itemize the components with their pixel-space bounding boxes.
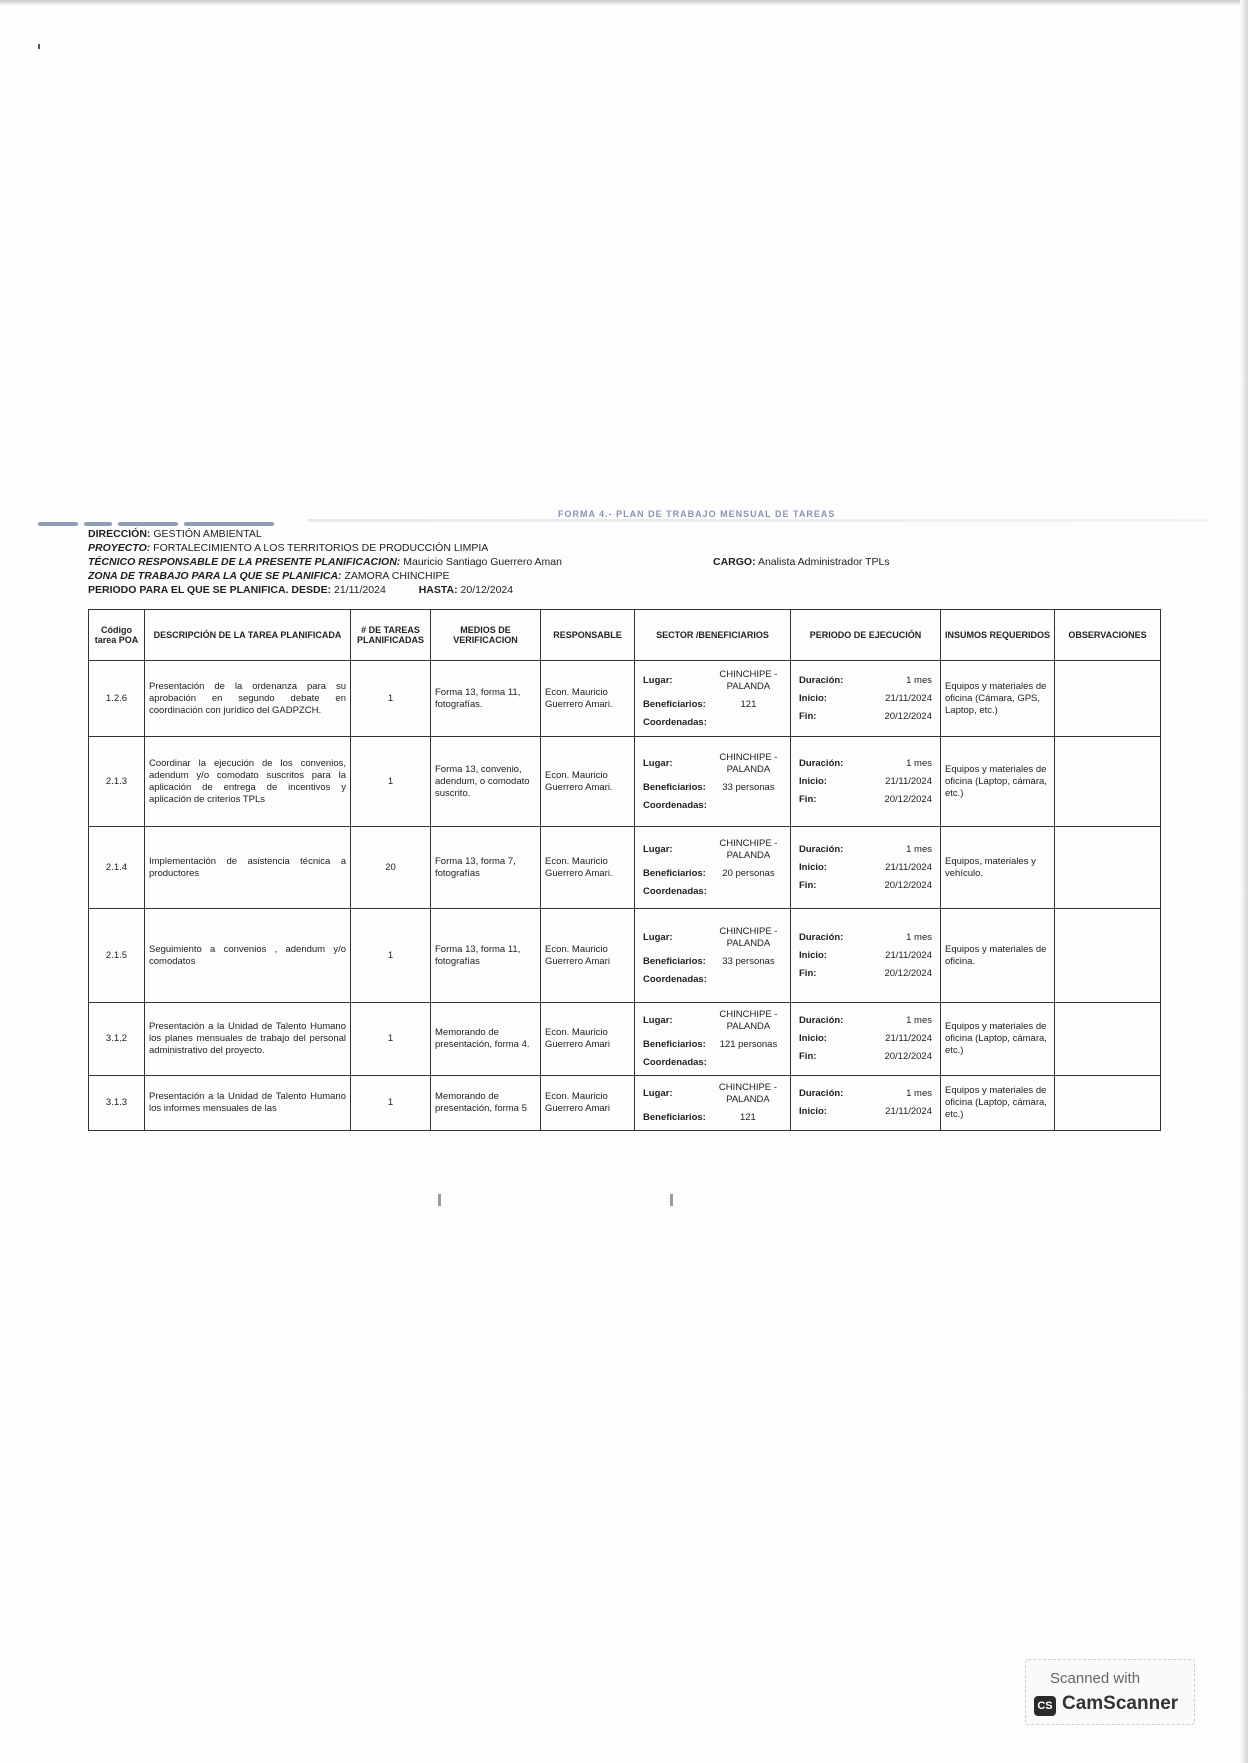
cell-observaciones	[1055, 737, 1161, 827]
duracion-label: Duración:	[799, 843, 844, 855]
camscanner-watermark	[1025, 1659, 1195, 1725]
cell-desc: Presentación de la ordenanza para su aprobación en segundo debate en coordinación con jurídico del GADPZCH.	[145, 661, 351, 737]
cell-observaciones	[1055, 1003, 1161, 1076]
col-medios: MEDIOS DE VERIFICACION	[431, 610, 541, 661]
coordenadas-value	[711, 971, 786, 989]
lugar-value: CHINCHIPE - PALANDA	[718, 1082, 777, 1105]
table-row	[89, 827, 1161, 909]
inicio-label: Inicio:	[799, 692, 827, 704]
cell-sector	[635, 1076, 791, 1131]
duracion-value: 1 mes	[906, 1015, 932, 1026]
fin-value: 20/12/2024	[884, 1051, 932, 1062]
duracion-value: 1 mes	[906, 931, 932, 943]
cell-code: 3.1.3	[89, 1076, 145, 1131]
beneficiarios-label: Beneficiarios:	[643, 781, 706, 793]
coordenadas-label: Coordenadas:	[643, 799, 707, 811]
inicio-value: 21/11/2024	[885, 1106, 932, 1117]
cell-code: 2.1.5	[89, 909, 145, 1003]
cell-desc: Coordinar la ejecución de los convenios, adendum y/o comodato suscritos para la aplicación de entrega de incentivos y aplicación de criterios TPLs	[145, 737, 351, 827]
form-title: FORMA 4.- PLAN DE TRABAJO MENSUAL DE TAREAS	[558, 509, 836, 519]
cell-code: 2.1.3	[89, 737, 145, 827]
hasta-value: 20/12/2024	[460, 584, 514, 596]
camscanner-logo-icon: CS	[1034, 1696, 1056, 1716]
cell-num: 20	[351, 827, 431, 909]
footer-separator	[438, 1194, 441, 1206]
faded-footer	[100, 1196, 960, 1206]
inicio-value: 21/11/2024	[885, 949, 932, 961]
lugar-value: CHINCHIPE - PALANDA	[719, 668, 778, 692]
cell-desc: Implementación de asistencia técnica a productores	[145, 827, 351, 909]
fin-value: 20/12/2024	[884, 967, 932, 979]
cell-num: 1	[351, 737, 431, 827]
beneficiarios-value: 33 personas	[722, 955, 775, 967]
cell-medios: Memorando de presentación, forma 4.	[431, 1003, 541, 1076]
table-row	[89, 1003, 1161, 1076]
lugar-value: CHINCHIPE - PALANDA	[719, 925, 778, 949]
inicio-label: Inicio:	[799, 861, 827, 873]
cell-sector	[635, 1003, 791, 1076]
inicio-value: 21/11/2024	[885, 775, 932, 787]
watermark-brand: CamScanner	[1062, 1693, 1179, 1714]
inicio-value: 21/11/2024	[885, 692, 932, 704]
direccion-line	[88, 527, 1160, 541]
cargo-block	[713, 555, 890, 569]
cell-num: 1	[351, 1003, 431, 1076]
cell-num: 1	[351, 661, 431, 737]
zona-label: ZONA DE TRABAJO PARA LA QUE SE PLANIFICA:	[88, 570, 342, 582]
proyecto-label: PROYECTO:	[88, 542, 151, 554]
beneficiarios-value: 121	[740, 698, 757, 710]
col-observaciones: OBSERVACIONES	[1055, 610, 1161, 661]
cell-resp: Econ. Mauricio Guerrero Amari.	[541, 737, 635, 827]
fin-value: 20/12/2024	[884, 793, 932, 805]
cell-periodo	[791, 909, 941, 1003]
fin-label: Fin:	[799, 793, 817, 805]
tecnico-line	[88, 555, 1160, 569]
proyecto-line	[88, 541, 1160, 555]
institution-logo-icon	[38, 513, 338, 523]
cell-sector	[635, 909, 791, 1003]
cell-observaciones	[1055, 661, 1161, 737]
cell-medios: Forma 13, forma 11, fotografías.	[431, 661, 541, 737]
lugar-label: Lugar:	[643, 674, 673, 686]
banner-divider	[308, 519, 1208, 522]
scan-edge-top	[0, 0, 1248, 6]
col-responsable: RESPONSABLE	[541, 610, 635, 661]
cell-periodo	[791, 1003, 941, 1076]
cell-periodo	[791, 827, 941, 909]
col-codigo: Código tarea POA	[89, 610, 145, 661]
table-row	[89, 737, 1161, 827]
coordenadas-label: Coordenadas:	[643, 1057, 707, 1068]
lugar-label: Lugar:	[643, 1088, 673, 1099]
inicio-label: Inicio:	[799, 775, 827, 787]
cell-periodo	[791, 661, 941, 737]
periodo-label: PERIODO PARA EL QUE SE PLANIFICA. DESDE:	[88, 584, 332, 596]
cell-num: 1	[351, 909, 431, 1003]
cell-observaciones	[1055, 1076, 1161, 1131]
lugar-value: CHINCHIPE - PALANDA	[719, 837, 778, 861]
zona-line	[88, 569, 1160, 583]
tecnico-value: Mauricio Santiago Guerrero Aman	[403, 556, 562, 568]
cell-insumos: Equipos y materiales de oficina (Cámara, GPS, Laptop, etc.)	[941, 661, 1055, 737]
lugar-value: CHINCHIPE - PALANDA	[719, 751, 778, 775]
col-descripcion: DESCRIPCIÓN DE LA TAREA PLANIFICADA	[145, 610, 351, 661]
scan-speck	[38, 44, 40, 49]
duracion-label: Duración:	[799, 931, 844, 943]
beneficiarios-label: Beneficiarios:	[643, 1112, 706, 1123]
cell-desc: Presentación a la Unidad de Talento Humano los informes mensuales de las	[145, 1076, 351, 1131]
beneficiarios-value: 121 personas	[719, 1039, 778, 1050]
duracion-value: 1 mes	[906, 757, 932, 769]
cell-desc: Presentación a la Unidad de Talento Humano los planes mensuales de trabajo del personal administrativo del proyecto.	[145, 1003, 351, 1076]
beneficiarios-label: Beneficiarios:	[643, 867, 706, 879]
col-insumos: INSUMOS REQUERIDOS	[941, 610, 1055, 661]
cell-sector	[635, 737, 791, 827]
footer-separator	[670, 1194, 673, 1206]
proyecto-value: FORTALECIMIENTO A LOS TERRITORIOS DE PRODUCCIÓN LIMPIA	[153, 542, 489, 554]
duracion-value: 1 mes	[906, 674, 932, 686]
cell-medios: Forma 13, forma 11, fotografías	[431, 909, 541, 1003]
cell-observaciones	[1055, 827, 1161, 909]
cell-num: 1	[351, 1076, 431, 1131]
cell-insumos: Equipos y materiales de oficina.	[941, 909, 1055, 1003]
scan-edge-right	[1240, 0, 1248, 1763]
beneficiarios-label: Beneficiarios:	[643, 955, 706, 967]
table-header-row	[89, 610, 1161, 661]
cell-resp: Econ. Mauricio Guerrero Amari	[541, 1076, 635, 1131]
direccion-value: GESTIÓN AMBIENTAL	[153, 528, 262, 540]
cell-resp: Econ. Mauricio Guerrero Amari.	[541, 661, 635, 737]
desde-value: 21/11/2024	[334, 584, 386, 596]
plan-table	[88, 609, 1161, 1131]
cell-code: 1.2.6	[89, 661, 145, 737]
cell-periodo	[791, 1076, 941, 1131]
fin-label: Fin:	[799, 967, 817, 979]
lugar-value: CHINCHIPE - PALANDA	[719, 1009, 778, 1032]
duracion-label: Duración:	[799, 757, 844, 769]
cell-code: 2.1.4	[89, 827, 145, 909]
coordenadas-label: Coordenadas:	[643, 973, 707, 985]
duracion-label: Duración:	[799, 1015, 844, 1026]
fin-label: Fin:	[799, 1051, 817, 1062]
cell-desc: Seguimiento a convenios , adendum y/o comodatos	[145, 909, 351, 1003]
cell-medios: Forma 13, convenio, adendum, o comodato suscrito.	[431, 737, 541, 827]
document-header	[88, 527, 1160, 597]
coordenadas-value	[711, 883, 786, 901]
cell-medios: Forma 13, forma 7, fotografías	[431, 827, 541, 909]
lugar-label: Lugar:	[643, 1015, 673, 1026]
zona-value: ZAMORA CHINCHIPE	[344, 570, 450, 582]
cell-code: 3.1.2	[89, 1003, 145, 1076]
coordenadas-label: Coordenadas:	[643, 885, 707, 897]
tecnico-label: TÉCNICO RESPONSABLE DE LA PRESENTE PLANIFICACION:	[88, 556, 401, 568]
cell-medios: Memorando de presentación, forma 5	[431, 1076, 541, 1131]
inicio-label: Inicio:	[799, 1033, 827, 1044]
lugar-label: Lugar:	[643, 757, 673, 769]
beneficiarios-label: Beneficiarios:	[643, 698, 706, 710]
cell-resp: Econ. Mauricio Guerrero Amari.	[541, 827, 635, 909]
periodo-line	[88, 583, 1160, 597]
col-periodo: PERIODO DE EJECUCIÓN	[791, 610, 941, 661]
table-row	[89, 909, 1161, 1003]
duracion-value: 1 mes	[906, 843, 932, 855]
beneficiarios-value: 20 personas	[722, 867, 775, 879]
cell-insumos: Equipos y materiales de oficina (Laptop, cámara, etc.)	[941, 1003, 1055, 1076]
cell-resp: Econ. Mauricio Guerrero Amari	[541, 1003, 635, 1076]
table-row	[89, 1076, 1161, 1131]
watermark-caption: Scanned with	[1050, 1670, 1141, 1687]
hasta-label: HASTA:	[418, 584, 458, 596]
duracion-label: Duración:	[799, 1088, 844, 1099]
coordenadas-value	[711, 1054, 786, 1072]
coordenadas-value	[711, 797, 786, 815]
duracion-label: Duración:	[799, 674, 844, 686]
col-num-tareas: # DE TAREAS PLANIFICADAS	[351, 610, 431, 661]
beneficiarios-value: 33 personas	[722, 781, 775, 793]
coordenadas-value	[711, 714, 786, 732]
lugar-label: Lugar:	[643, 843, 673, 855]
cell-insumos: Equipos y materiales de oficina (Laptop, cámara, etc.)	[941, 737, 1055, 827]
cell-observaciones	[1055, 909, 1161, 1003]
beneficiarios-label: Beneficiarios:	[643, 1039, 706, 1050]
cell-insumos: Equipos y materiales de oficina (Laptop, cámara, etc.)	[941, 1076, 1055, 1131]
inicio-label: Inicio:	[799, 949, 827, 961]
fin-label: Fin:	[799, 879, 817, 891]
col-sector: SECTOR /BENEFICIARIOS	[635, 610, 791, 661]
fin-label: Fin:	[799, 710, 817, 722]
lugar-label: Lugar:	[643, 931, 673, 943]
inicio-label: Inicio:	[799, 1106, 827, 1117]
cell-sector	[635, 827, 791, 909]
direccion-label: DIRECCIÓN:	[88, 528, 151, 540]
fin-value: 20/12/2024	[884, 710, 932, 722]
inicio-value: 21/11/2024	[885, 1033, 932, 1044]
duracion-value: 1 mes	[906, 1088, 932, 1099]
inicio-value: 21/11/2024	[885, 861, 932, 873]
beneficiarios-value: 121	[739, 1112, 756, 1123]
table-row	[89, 661, 1161, 737]
cell-periodo	[791, 737, 941, 827]
cargo-value: Analista Administrador TPLs	[757, 556, 890, 568]
form-banner	[88, 505, 1160, 527]
fin-value: 20/12/2024	[884, 879, 932, 891]
cell-sector	[635, 661, 791, 737]
cargo-label: CARGO:	[713, 556, 756, 568]
cell-insumos: Equipos, materiales y vehículo.	[941, 827, 1055, 909]
document-page	[88, 505, 1160, 1131]
cell-resp: Econ. Mauricio Guerrero Amari	[541, 909, 635, 1003]
coordenadas-label: Coordenadas:	[643, 716, 707, 728]
